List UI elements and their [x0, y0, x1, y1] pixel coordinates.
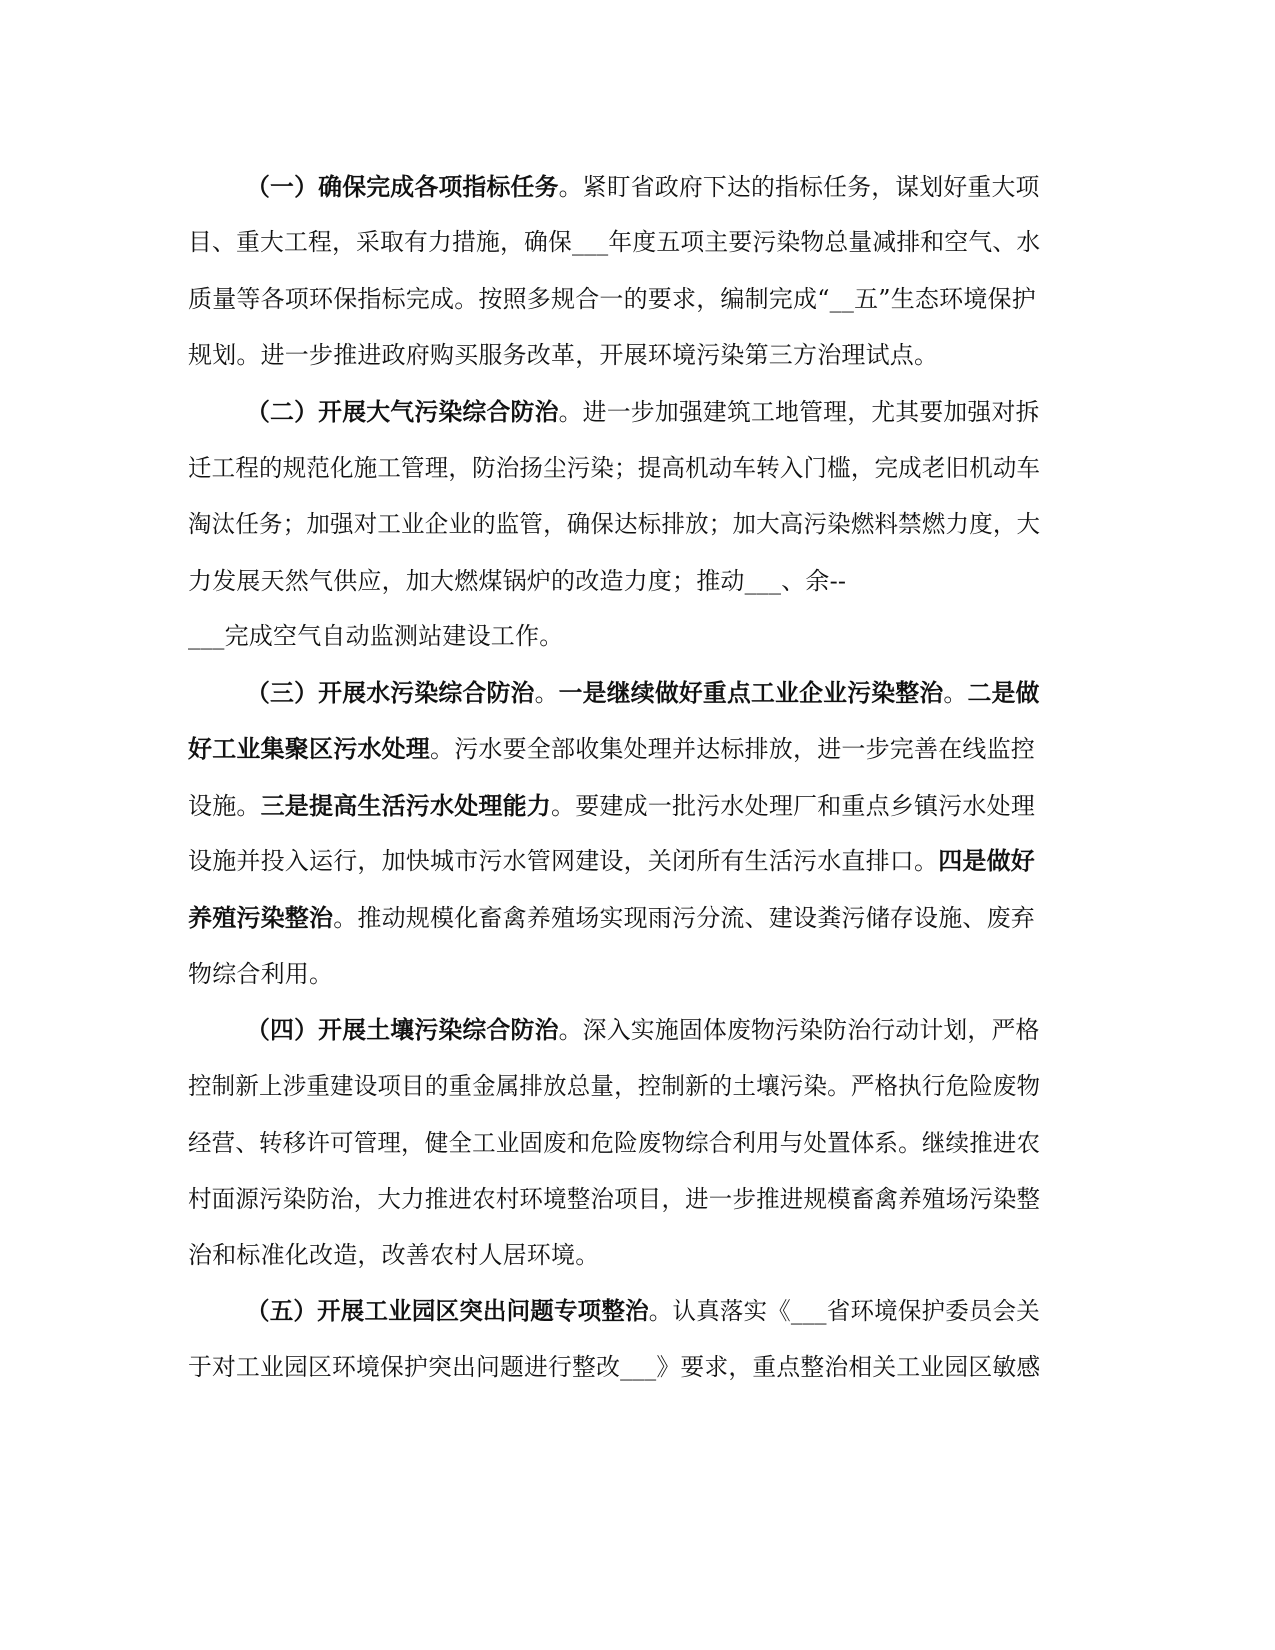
p3-point-4: 四是做好	[938, 846, 1036, 875]
p2-text: 力发展天然气供应，加大燃煤锅炉的改造力度；推动___、余--	[188, 567, 847, 595]
p5-text: 。认真落实《___省环境保护委员会关	[648, 1297, 1040, 1325]
p3-line-1	[246, 678, 1040, 708]
p4-text: 治和标准化改造，改善农村人居环境。	[188, 1241, 600, 1269]
p1-line-4	[188, 340, 938, 370]
p2-line-1	[246, 397, 1040, 427]
p2-line-4	[188, 566, 846, 596]
p4-line-2	[188, 1071, 1040, 1101]
p2-heading: （二）开展大气污染综合防治	[246, 397, 559, 426]
p4-line-5	[188, 1240, 599, 1270]
p3-text: 。推动规模化畜禽养殖场实现雨污分流、建设粪污储存设施、废弃	[333, 904, 1036, 932]
p3-text: 。要建成一批污水处理厂和重点乡镇污水处理	[551, 792, 1036, 820]
p3-point-4: 养殖污染整治	[188, 903, 334, 932]
p4-line-1	[246, 1015, 1040, 1045]
p4-text: 经营、转移许可管理，健全工业固废和危险废物综合利用与处置体系。继续推进农	[188, 1129, 1041, 1157]
p5-line-2	[188, 1352, 1040, 1382]
p4-line-4	[188, 1184, 1040, 1214]
p4-heading: （四）开展土壤污染综合防治	[246, 1015, 559, 1044]
p3-text: 。污水要全部收集处理并达标排放，进一步完善在线监控	[430, 735, 1035, 763]
p4-text: 。深入实施固体废物污染防治行动计划，严格	[558, 1016, 1040, 1044]
p5-line-1	[246, 1296, 1040, 1326]
p2-line-3	[188, 509, 1040, 539]
p1-heading: （一）确保完成各项指标任务	[246, 172, 559, 201]
p1-text: 。紧盯省政府下达的指标任务，谋划好重大项	[558, 173, 1040, 201]
p3-line-4	[188, 846, 1035, 876]
p2-line-2	[188, 453, 1040, 483]
p2-line-5	[188, 621, 563, 651]
p4-text: 村面源污染防治，大力推进农村环境整治项目，进一步推进规模畜禽养殖场污染整	[188, 1185, 1041, 1213]
p5-text: 于对工业园区环境保护突出问题进行整改___》要求，重点整治相关工业园区敏感	[188, 1353, 1041, 1381]
p1-text: 质量等各项环保指标完成。按照多规合一的要求，编制完成“__五”生态环境保护	[188, 285, 1036, 313]
p2-text: 。进一步加强建筑工地管理，尤其要加强对拆	[558, 398, 1040, 426]
p3-line-5	[188, 903, 1035, 933]
p4-line-3	[188, 1128, 1040, 1158]
p3-point-2: 好工业集聚区污水处理	[188, 734, 430, 763]
p3-text: 设施并投入运行，加快城市污水管网建设，关闭所有生活污水直排口。	[188, 847, 939, 875]
p3-line-2	[188, 734, 1035, 764]
p2-text: ___完成空气自动监测站建设工作。	[188, 622, 564, 650]
p3-heading: （三）开展水污染综合防治	[246, 678, 535, 707]
p2-text: 淘汰任务；加强对工业企业的监管，确保达标排放；加大高污染燃料禁燃力度，大	[188, 510, 1041, 538]
p3-point-1: 一是继续做好重点工业企业污染整治	[558, 678, 944, 707]
p3-line-3	[188, 791, 1035, 821]
p3-point-3: 三是提高生活污水处理能力	[260, 791, 552, 820]
p3-line-6	[188, 959, 333, 989]
p1-line-3	[188, 284, 1036, 314]
p3-point-2: 二是做	[967, 678, 1040, 707]
p3-text: 。	[943, 679, 968, 707]
p3-text: 设施。	[188, 792, 261, 820]
p3-text: 。	[534, 679, 559, 707]
p4-text: 控制新上涉重建设项目的重金属排放总量，控制新的土壤污染。严格执行危险废物	[188, 1072, 1041, 1100]
p1-text: 目、重大工程，采取有力措施，确保___年度五项主要污染物总量减排和空气、水	[188, 228, 1041, 256]
p5-heading: （五）开展工业园区突出问题专项整治	[246, 1296, 649, 1325]
p1-line-2	[188, 227, 1040, 257]
p1-text: 规划。进一步推进政府购买服务改革，开展环境污染第三方治理试点。	[188, 341, 939, 369]
p3-text: 物综合利用。	[188, 960, 334, 988]
p2-text: 迁工程的规范化施工管理，防治扬尘污染；提高机动车转入门槛，完成老旧机动车	[188, 454, 1041, 482]
p1-line-1	[246, 172, 1040, 202]
